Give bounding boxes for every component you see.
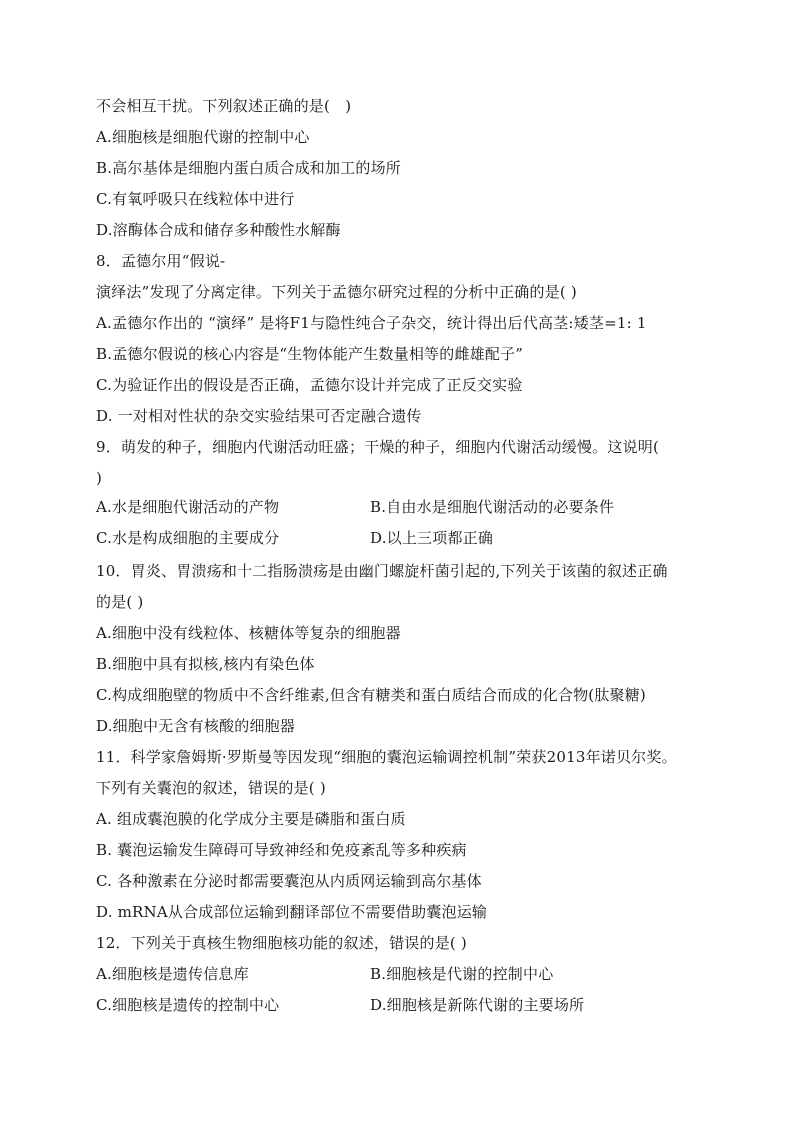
q7-stem: 不会相互干扰。下列叙述正确的是( )	[96, 97, 352, 115]
q7-option-a: A.细胞核是细胞代谢的控制中心	[96, 128, 310, 146]
q12-option-b: B.细胞核是代谢的控制中心	[370, 965, 554, 983]
q10-stem-line2: 的是( )	[96, 593, 144, 611]
q10-option-b: B.细胞中具有拟核,核内有染色体	[96, 655, 315, 673]
q12-option-d: D.细胞核是新陈代谢的主要场所	[370, 996, 585, 1014]
q8-option-d: D. 一对相对性状的杂交实验结果可否定融合遗传	[96, 407, 422, 425]
q11-stem-line2: 下列有关囊泡的叙述，错误的是( )	[96, 779, 326, 797]
q12-stem: 12．下列关于真核生物细胞核功能的叙述，错误的是( )	[96, 934, 467, 952]
q8-stem-line2: 演绎法”发现了分离定律。下列关于孟德尔研究过程的分析中正确的是( )	[96, 283, 577, 301]
q11-option-d: D. mRNA从合成部位运输到翻译部位不需要借助囊泡运输	[96, 903, 488, 921]
q10-stem-line1: 10．胃炎、胃溃疡和十二指肠溃疡是由幽门螺旋杆菌引起的,下列关于该菌的叙述正确	[96, 562, 668, 580]
q7-option-d: D.溶酶体合成和储存多种酸性水解酶	[96, 221, 341, 239]
q9-option-a: A.水是细胞代谢活动的产物	[96, 498, 280, 516]
q7-option-b: B.高尔基体是细胞内蛋白质合成和加工的场所	[96, 159, 401, 177]
q8-option-b: B.孟德尔假说的核心内容是“生物体能产生数量相等的雌雄配子”	[96, 345, 524, 363]
q9-option-c: C.水是构成细胞的主要成分	[96, 529, 280, 547]
q11-stem-line1: 11．科学家詹姆斯·罗斯曼等因发现“细胞的囊泡运输调控机制”荣获2013年诺贝尔奖。	[96, 748, 677, 766]
q11-option-a: A. 组成囊泡膜的化学成分主要是磷脂和蛋白质	[96, 810, 406, 828]
q12-option-a: A.细胞核是遗传信息库	[96, 965, 249, 983]
q8-option-c: C.为验证作出的假设是否正确，孟德尔设计并完成了正反交实验	[96, 376, 523, 394]
q9-stem-line1: 9．萌发的种子，细胞内代谢活动旺盛；干燥的种子，细胞内代谢活动缓慢。这说明(	[96, 438, 659, 456]
q10-option-c: C.构成细胞壁的物质中不含纤维素,但含有糖类和蛋白质结合而成的化合物(肽聚糖)	[96, 686, 646, 704]
q9-option-d: D.以上三项都正确	[370, 529, 494, 547]
q7-option-c: C.有氧呼吸只在线粒体中进行	[96, 190, 295, 208]
q8-option-a: A.孟德尔作出的 “演绎” 是将F1与隐性纯合子杂交，统计得出后代高茎:矮茎=1: 1	[96, 314, 647, 332]
q9-stem-line2: )	[96, 469, 103, 487]
q11-option-c: C. 各种激素在分泌时都需要囊泡从内质网运输到高尔基体	[96, 872, 482, 890]
q9-option-b: B.自由水是细胞代谢活动的必要条件	[370, 498, 615, 516]
q12-option-c: C.细胞核是遗传的控制中心	[96, 996, 280, 1014]
q11-option-b: B. 囊泡运输发生障碍可导致神经和免疫紊乱等多种疾病	[96, 841, 467, 859]
q10-option-d: D.细胞中无含有核酸的细胞器	[96, 717, 296, 735]
q10-option-a: A.细胞中没有线粒体、核糖体等复杂的细胞器	[96, 624, 401, 642]
q8-stem-line1: 8．孟德尔用“假说-	[96, 252, 226, 270]
